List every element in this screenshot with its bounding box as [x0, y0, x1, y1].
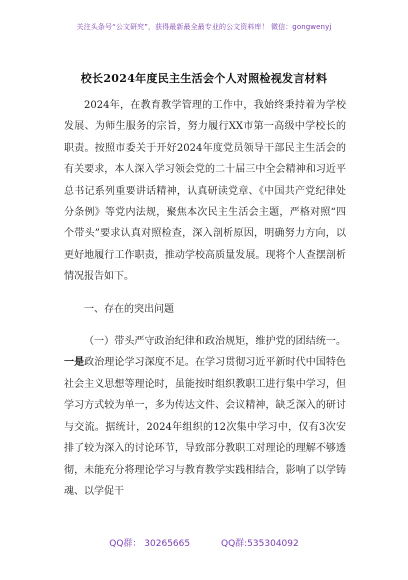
footer-qq-group-2: QQ群:535304092 — [220, 539, 299, 549]
subsection-heading — [64, 331, 346, 502]
intro-paragraph: 2024年，在教育教学管理的工作中，我始终秉持着为学校发展、为师生服务的宗旨，努力履行XX市第一高级中学校长的职责。按照市委关于开好2024年度党员领导干部民主生活会的有关要求，本人深入学习领会党的二十届三中全会精神和习近平总书记系列重要讲话精神，认真研读党章、《中国共产党纪律处分条例》等党内法规，聚焦本次民主生活会主题，严格对照“四个带头”要求认真对照检查，深入剖析原因，明确努力方向，以更好地履行工作职责，推动学校高质量发展。现将个人查摆剖析情况报告如下。 — [64, 100, 346, 283]
document-title: 校长2024年度民主生活会个人对照检视发言材料 — [80, 72, 328, 85]
footer-contact — [0, 536, 408, 549]
section-heading: 一、存在的突出问题 — [84, 303, 174, 315]
point-lead: 一是 — [64, 357, 85, 369]
point-text: 政治理论学习深度不足。在学习贯彻习近平新时代中国特色社会主义思想等理论时，虽能按时组织教职工进行集中学习，但学习方式较为单一，多为传达文件、会议精神，缺乏深入的研讨与交流。据统计，2024年组织的12次集中学习中，仅有3次安排了较为深入的讨论环节，导致部分教职工对理论的理解不够透彻，未能充分将理论学习与教育教学实践相结合，影响了以学铸魂、以学促干 — [64, 357, 347, 497]
footer-qq-group-1: QQ群： 30265665 — [109, 539, 191, 549]
document-body — [64, 95, 346, 502]
subsection-text: （一）带头严守政治纪律和政治规矩，维护党的团结统一。 — [84, 336, 346, 348]
header-banner: 关注头条号“公文研究”，获得最新最全最专业的公文资料库！ 微信：gongwenyj — [76, 23, 332, 31]
